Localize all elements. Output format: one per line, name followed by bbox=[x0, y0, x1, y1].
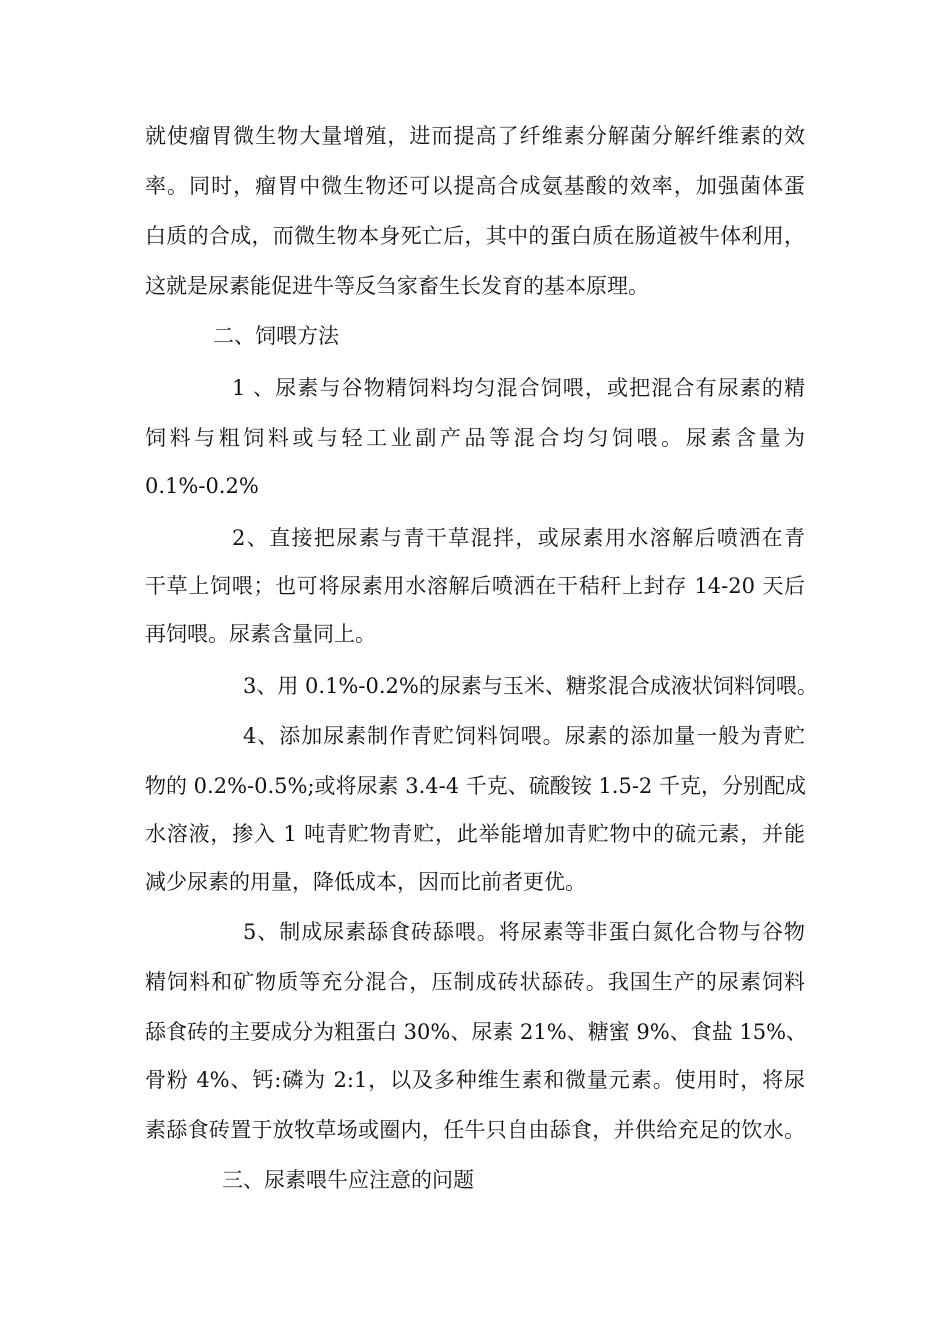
body-text-line: 率。同时，瘤胃中微生物还可以提高合成氨基酸的效率，加强菌体蛋 bbox=[145, 174, 805, 198]
section-heading: 二、饲喂方法 bbox=[213, 324, 339, 348]
body-text-line: 5、制成尿素舔食砖舔喂。将尿素等非蛋白氮化合物与谷物 bbox=[243, 920, 805, 944]
body-text-line: 精饲料和矿物质等充分混合，压制成砖状舔砖。我国生产的尿素饲料 bbox=[145, 970, 805, 994]
body-text-line: 水溶液，掺入 1 吨青贮物青贮，此举能增加青贮物中的硫元素，并能 bbox=[145, 822, 805, 846]
body-text-line: 物的 0.2%-0.5%;或将尿素 3.4-4 千克、硫酸铵 1.5-2 千克，分别配成 bbox=[145, 774, 806, 798]
body-text-line: 2、直接把尿素与青干草混拌，或尿素用水溶解后喷洒在青 bbox=[232, 526, 805, 550]
body-text-line: 就使瘤胃微生物大量增殖，进而提高了纤维素分解菌分解纤维素的效 bbox=[145, 124, 805, 148]
body-text-line: 4、添加尿素制作青贮饲料饲喂。尿素的添加量一般为青贮 bbox=[243, 724, 805, 748]
body-text-line: 1 、尿素与谷物精饲料均匀混合饲喂，或把混合有尿素的精 bbox=[232, 376, 805, 400]
body-text-line: 素舔食砖置于放牧草场或圈内，任牛只自由舔食，并供给充足的饮水。 bbox=[145, 1118, 805, 1142]
body-text-line: 白质的合成，而微生物本身死亡后，其中的蛋白质在肠道被牛体利用， bbox=[145, 224, 805, 248]
body-text-line: 舔食砖的主要成分为粗蛋白 30%、尿素 21%、糖蜜 9%、食盐 15%、 bbox=[145, 1020, 808, 1044]
body-text-line: 干草上饲喂；也可将尿素用水溶解后喷洒在干秸秆上封存 14-20 天后 bbox=[145, 574, 805, 598]
body-text-line: 0.1%-0.2% bbox=[145, 474, 259, 498]
body-text-line: 减少尿素的用量，降低成本，因而比前者更优。 bbox=[145, 870, 586, 894]
body-text-line: 3、用 0.1%-0.2%的尿素与玉米、糖浆混合成液状饲料饲喂。 bbox=[243, 674, 818, 698]
body-text-line: 骨粉 4%、钙:磷为 2:1，以及多种维生素和微量元素。使用时，将尿 bbox=[145, 1068, 805, 1092]
body-text-line: 饲料与粗饲料或与轻工业副产品等混合均匀饲喂。尿素含量为 bbox=[145, 426, 805, 450]
body-text-line: 这就是尿素能促进牛等反刍家畜生长发育的基本原理。 bbox=[145, 274, 649, 298]
section-heading: 三、尿素喂牛应注意的问题 bbox=[222, 1168, 474, 1192]
body-text-line: 再饲喂。尿素含量同上。 bbox=[145, 622, 376, 646]
